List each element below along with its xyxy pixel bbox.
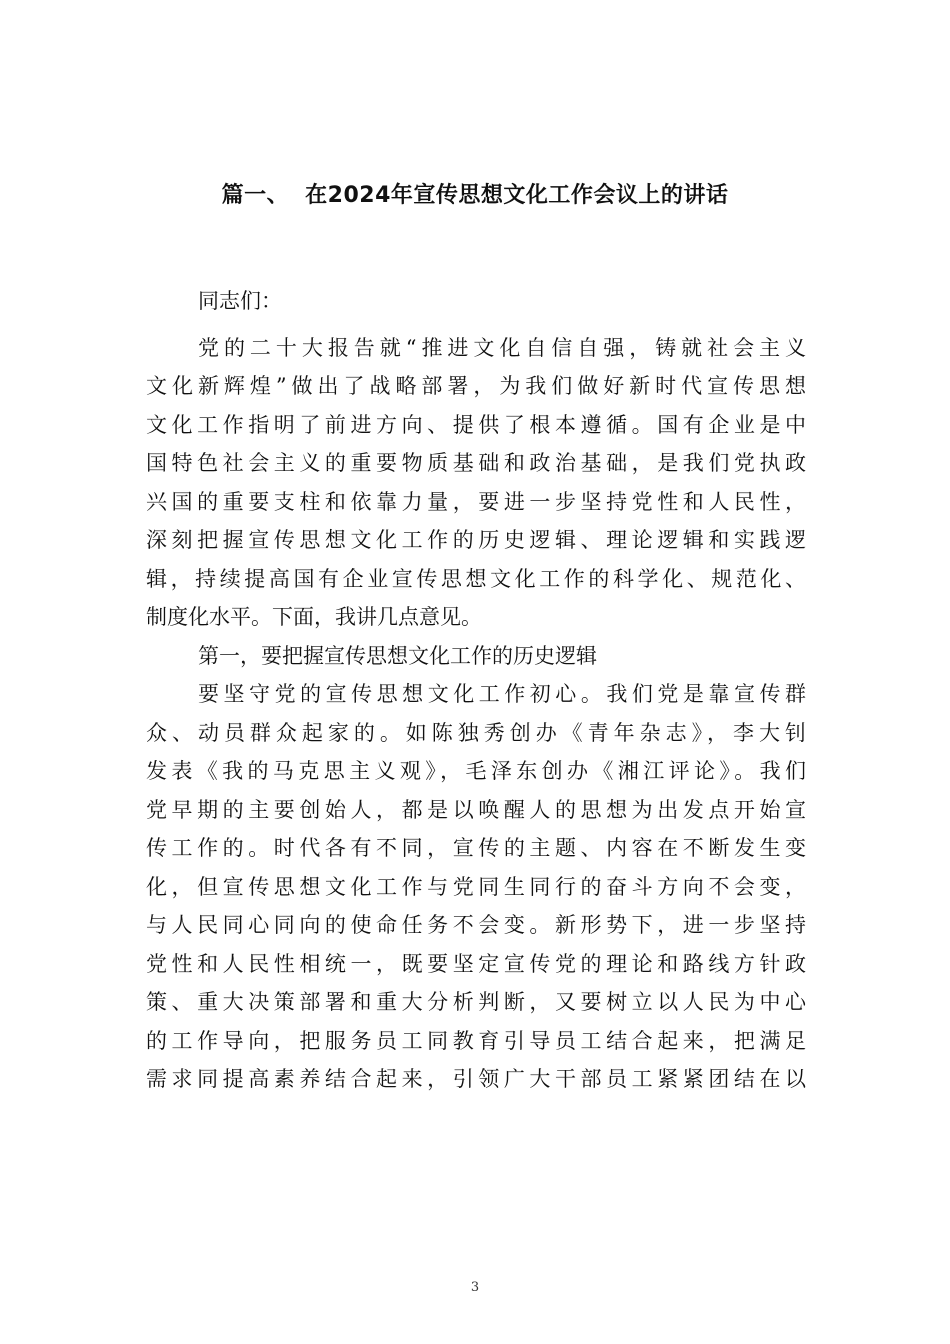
document-body [146,282,806,1099]
paragraph-line: 兴国的重要支柱和依靠力量，要进一步坚持党性和人民性， [146,489,806,514]
document-title [0,178,950,214]
paragraph-line: 文化工作指明了前进方向、提供了根本遵循。国有企业是中 [146,412,806,437]
paragraph-line: 党早期的主要创始人，都是以唤醒人的思想为出发点开始宣 [146,797,806,822]
paragraph-line: 的工作导向，把服务员工同教育引导员工结合起来，把满足 [146,1028,806,1053]
paragraph-line: 深刻把握宣传思想文化工作的历史逻辑、理论逻辑和实践逻 [146,528,806,552]
paragraph-line: 辑，持续提高国有企业宣传思想文化工作的科学化、规范化、 [146,566,806,591]
paragraph-line: 党的二十大报告就“推进文化自信自强，铸就社会主义 [198,335,806,360]
paragraph-line: 众、动员群众起家的。如陈独秀创办《青年杂志》，李大钊 [146,720,806,745]
paragraph-line: 化，但宣传思想文化工作与党同生同行的奋斗方向不会变， [146,874,806,899]
paragraph-line: 与人民同心同向的使命任务不会变。新形势下，进一步坚持 [146,913,806,937]
paragraph-line: 文化新辉煌”做出了战略部署，为我们做好新时代宣传思想 [146,374,806,398]
title-prefix: 篇一、 [221,183,290,208]
paragraph-line: 党性和人民性相统一，既要坚定宣传党的理论和路线方针政 [146,951,806,976]
salutation: 同志们： [198,289,282,313]
paragraph-line: 传工作的。时代各有不同，宣传的主题、内容在不断发生变 [146,836,806,860]
paragraph-line: 策、重大决策部署和重大分析判断，又要树立以人民为中心 [146,990,806,1014]
section-heading: 第一，要把握宣传思想文化工作的历史逻辑 [198,643,597,668]
paragraph-line: 国特色社会主义的重要物质基础和政治基础，是我们党执政 [146,451,806,475]
title-main: 在2024年宣传思想文化工作会议上的讲话 [305,183,729,208]
paragraph-line: 需求同提高素养结合起来，引领广大干部员工紧紧团结在以 [146,1067,806,1091]
paragraph-line: 发表《我的马克思主义观》，毛泽东创办《湘江评论》。我们 [146,759,806,783]
paragraph-line: 要坚守党的宣传思想文化工作初心。我们党是靠宣传群 [198,682,806,706]
paragraph-line: 制度化水平。下面，我讲几点意见。 [146,605,482,629]
page-number: 3 [470,1280,480,1295]
